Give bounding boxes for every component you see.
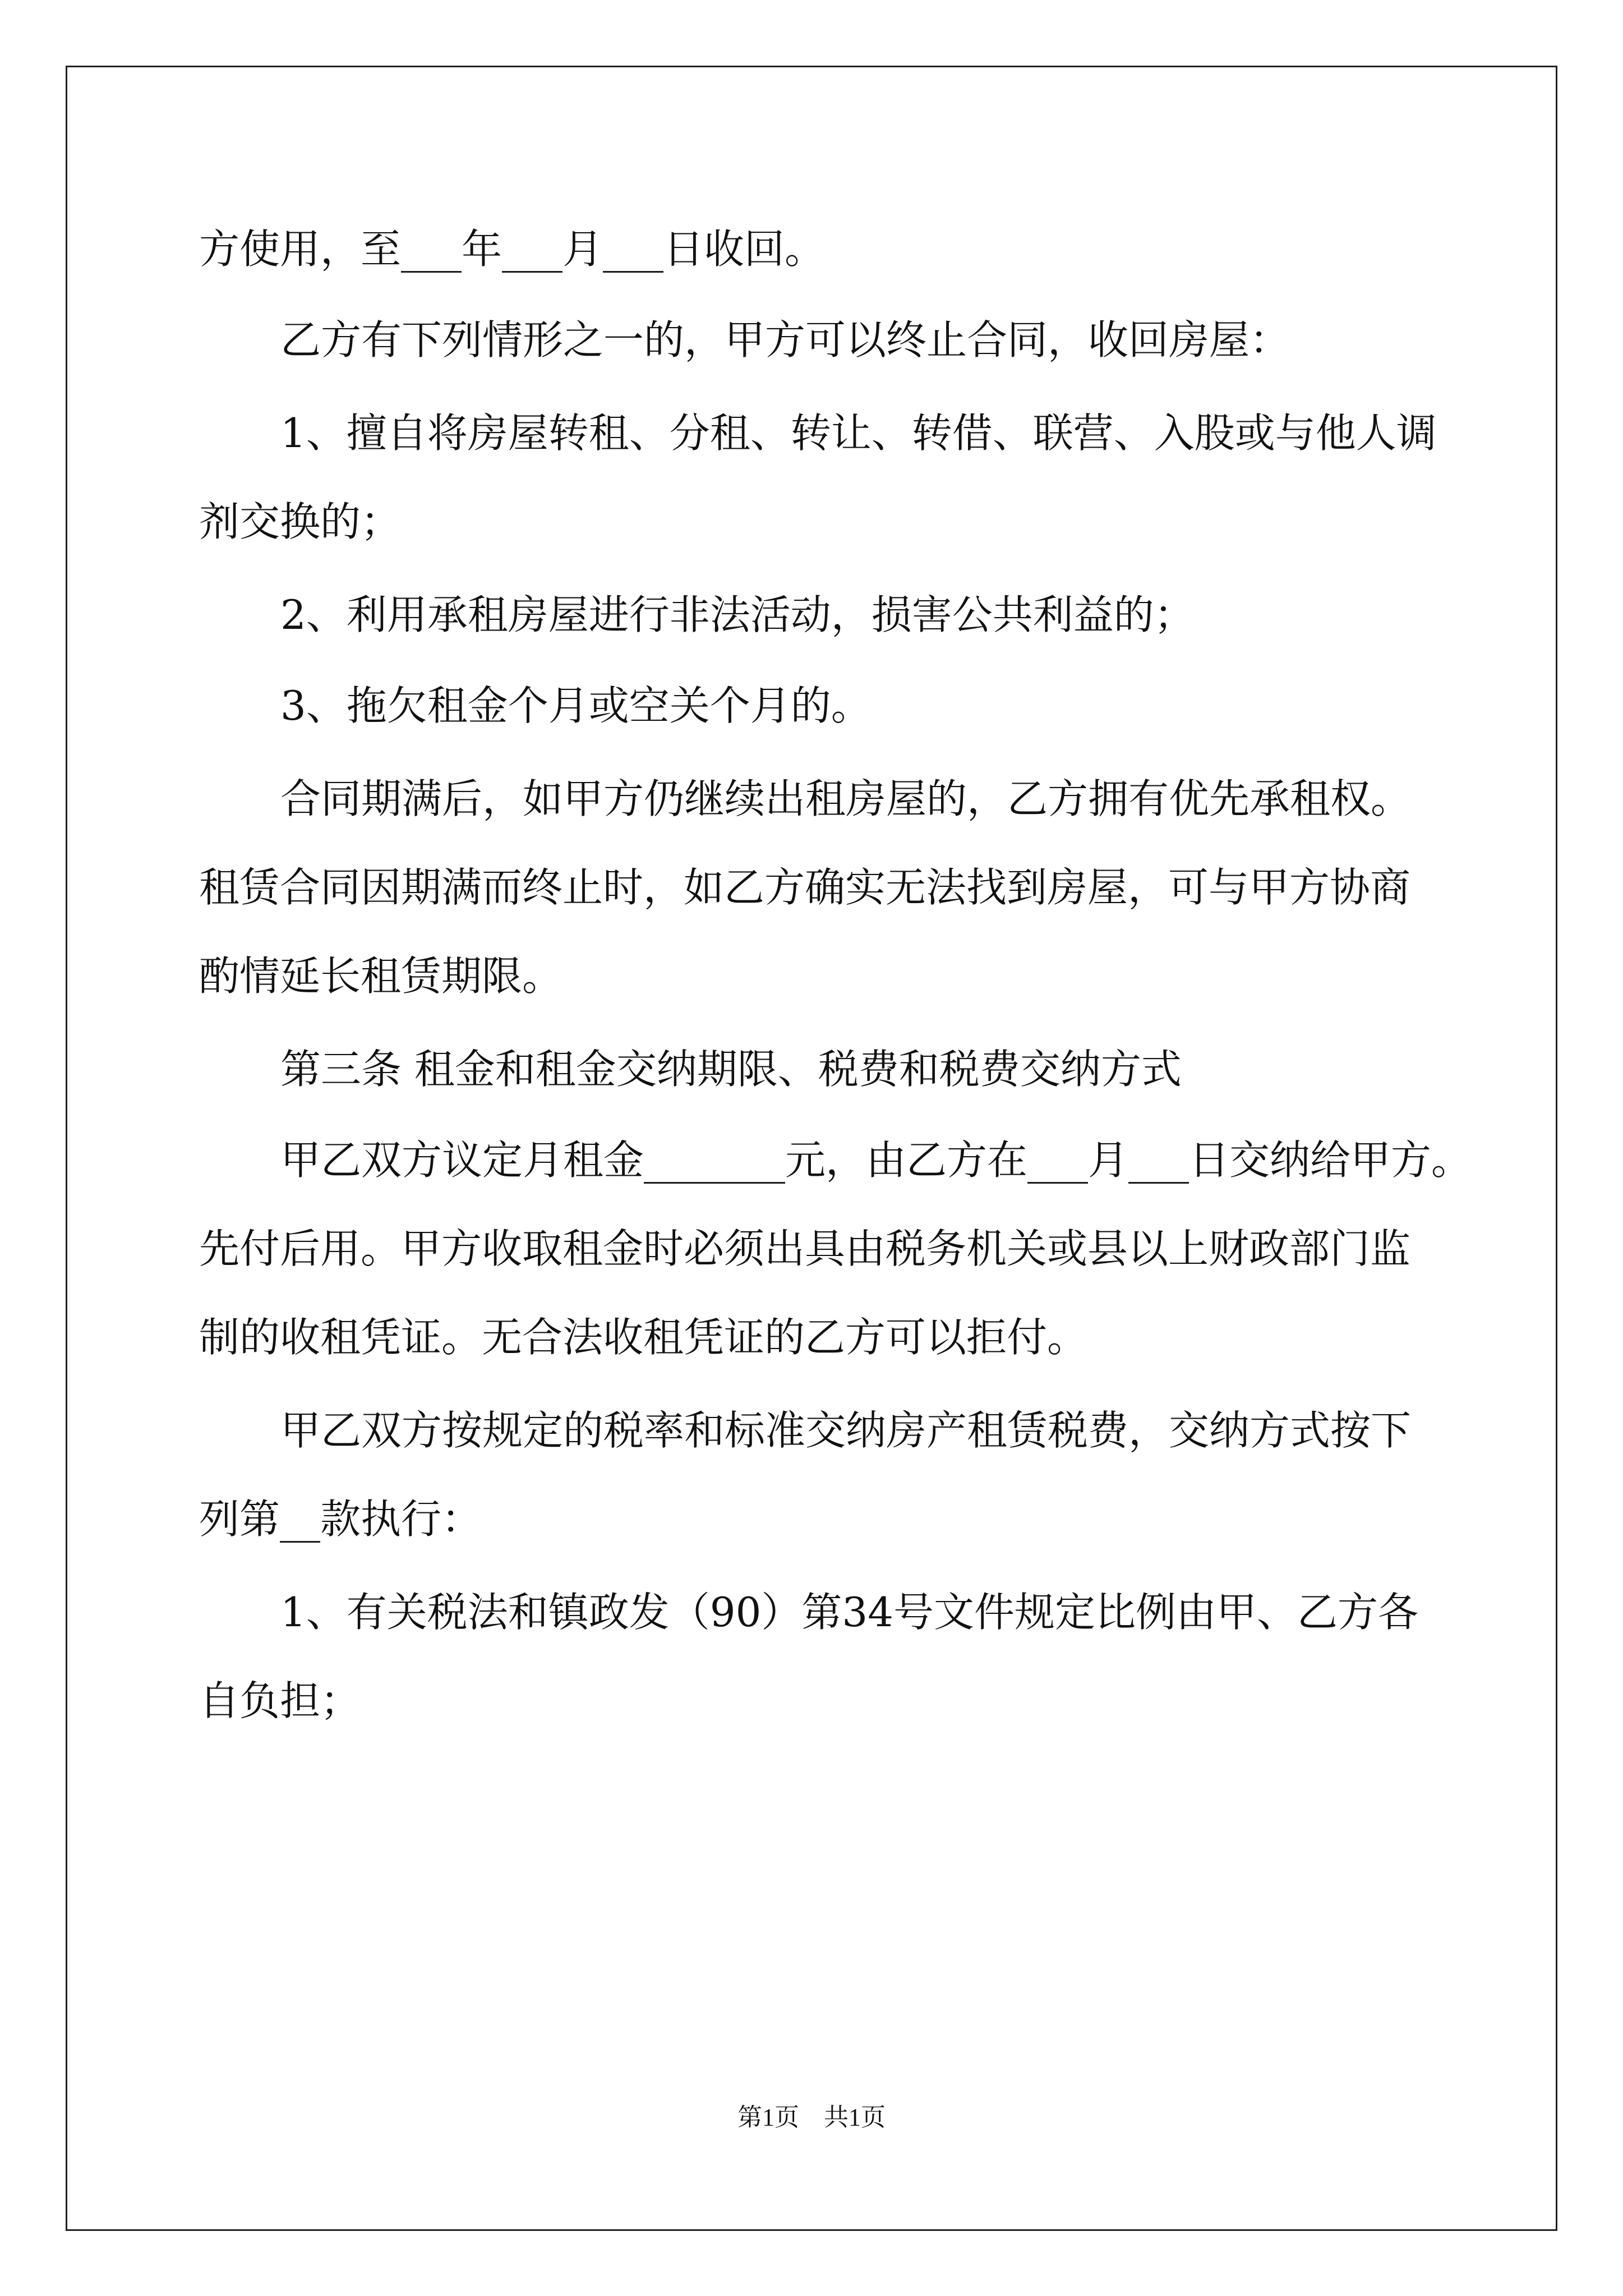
paragraph-line: 3、拖欠租金个月或空关个月的。 (280, 682, 872, 729)
paragraph-line: 1、有关税法和镇政发（90）第34号文件规定比例由甲、乙方各 (280, 1589, 1419, 1636)
paragraph-line: 剂交换的； (199, 498, 402, 545)
section-heading: 第三条 租金和租金交纳期限、税费和税费交纳方式 (280, 1046, 1182, 1093)
paragraph-line: 甲乙双方议定月租金_______元，由乙方在___月___日交纳给甲方。 (280, 1137, 1472, 1184)
paragraph-line: 乙方有下列情形之一的，甲方可以终止合同，收回房屋： (280, 316, 1290, 364)
paragraph-line: 酌情延长租赁期限。 (199, 953, 563, 1000)
paragraph-line: 自负担； (199, 1677, 361, 1724)
paragraph-line: 合同期满后，如甲方仍继续出租房屋的，乙方拥有优先承租权。 (280, 775, 1412, 822)
page-number-footer: 第1页 共1页 (737, 2104, 886, 2131)
paragraph-line: 2、利用承租房屋进行非法活动，损害公共利益的； (280, 591, 1195, 638)
paragraph-line: 租赁合同因期满而终止时，如乙方确实无法找到房屋，可与甲方协商 (199, 864, 1411, 911)
paragraph-line: 甲乙双方按规定的税率和标准交纳房产租赁税费，交纳方式按下 (280, 1407, 1412, 1454)
document-body (199, 205, 1472, 1745)
paragraph-line: 方使用，至___年___月___日收回。 (199, 226, 826, 273)
paragraph-line: 制的收租凭证。无合法收租凭证的乙方可以拒付。 (199, 1314, 1088, 1361)
paragraph-line: 列第__款执行： (199, 1496, 482, 1543)
paragraph-line: 先付后用。甲方收取租金时必须出具由税务机关或县以上财政部门监 (199, 1225, 1411, 1272)
paragraph-line: 1、擅自将房屋转租、分租、转让、转借、联营、入股或与他人调 (280, 409, 1437, 457)
